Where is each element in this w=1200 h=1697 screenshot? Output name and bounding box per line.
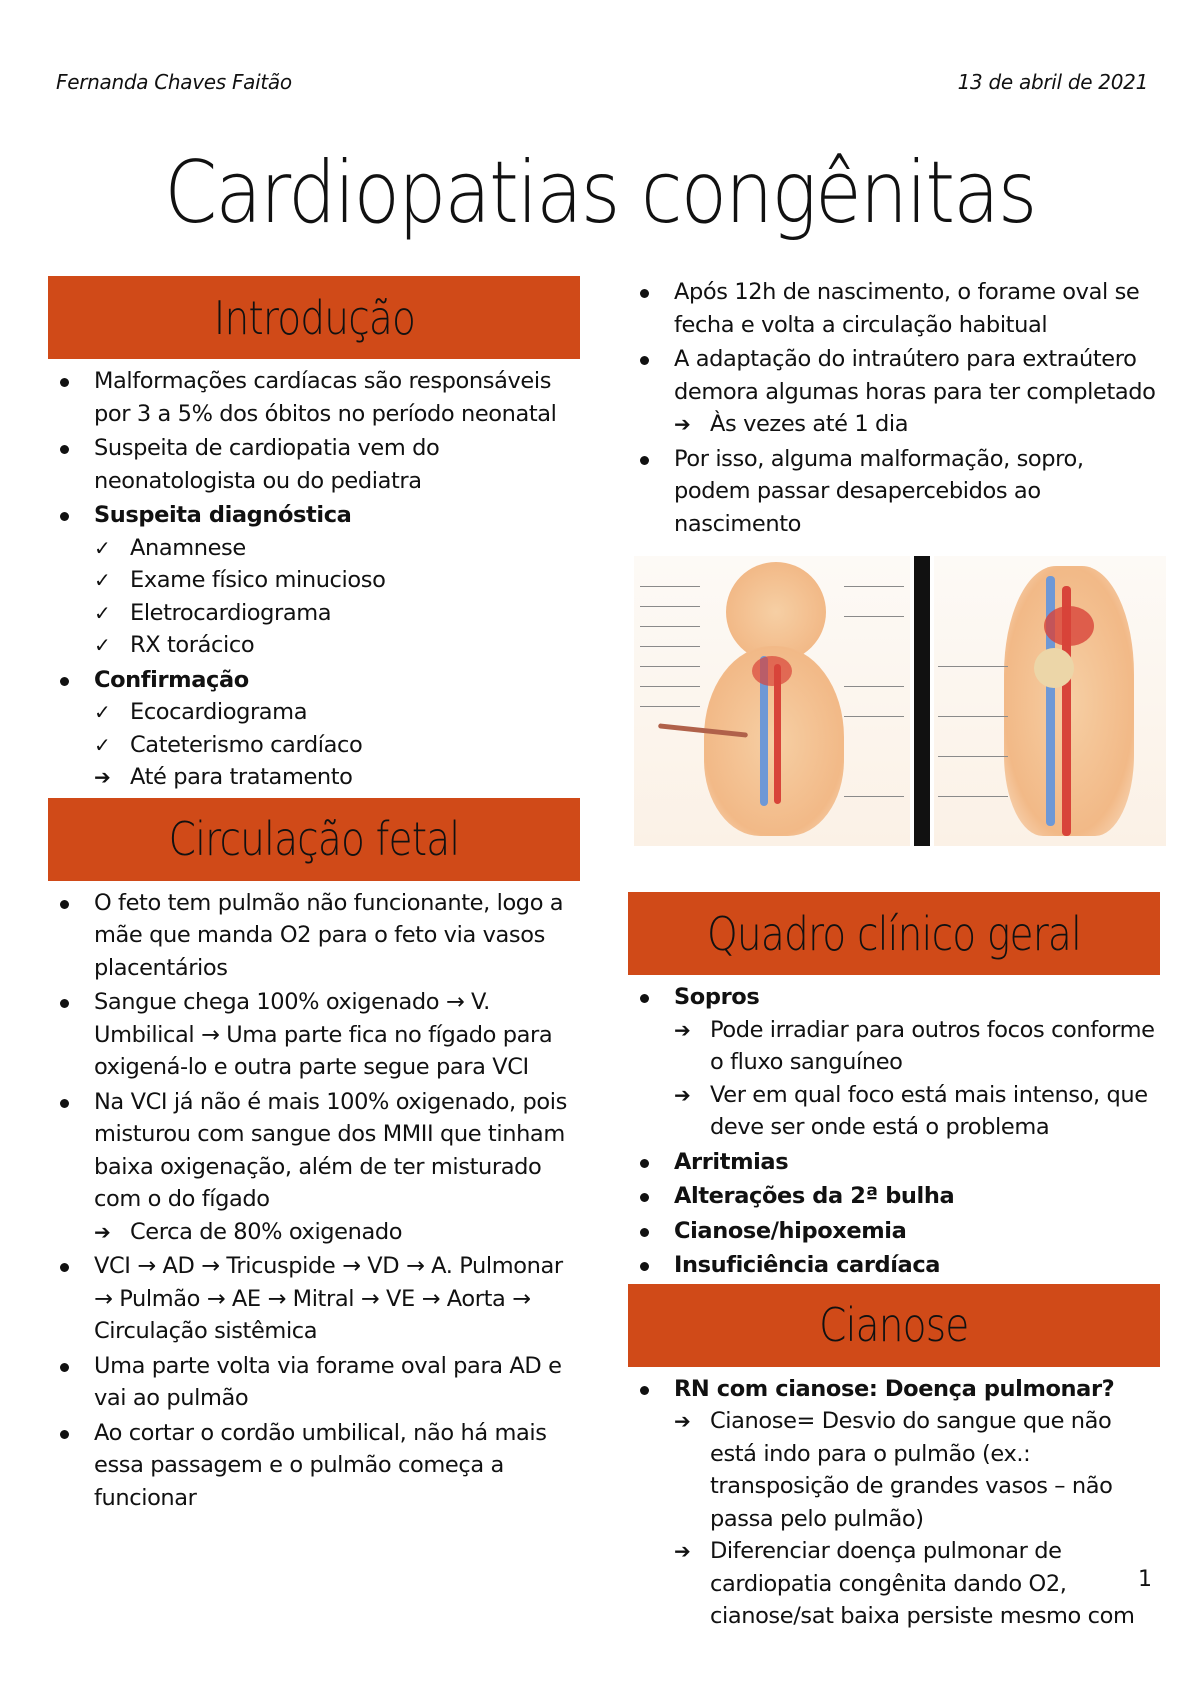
figure-divider <box>914 556 930 846</box>
page-header <box>56 70 1148 94</box>
list-item: Uma parte volta via forame oval para AD e vai ao pulmão <box>48 1350 580 1415</box>
list-item: Por isso, alguma malformação, sopro, podem passar desapercebidos ao nascimento <box>628 443 1160 541</box>
arrow-icon: ➔ <box>674 1017 691 1042</box>
list-item: VCI → AD → Tricuspide → VD → A. Pulmonar → Pulmão → AE → Mitral → VE → Aorta → Circulação sistêmica <box>48 1250 580 1348</box>
left-column <box>48 276 580 1516</box>
introducao-list <box>48 359 580 794</box>
sub-item: ✓ Anamnese <box>94 532 580 565</box>
list-item: A adaptação do intraútero para extraútero demora algumas horas para ter completado ➔ Às vezes até 1 dia <box>628 343 1160 441</box>
fetal-circulation-figure <box>634 556 1166 846</box>
arrow-icon: ➔ <box>674 1539 691 1563</box>
section-title: Introdução <box>213 290 415 345</box>
section-header-circulacao-fetal <box>48 798 580 881</box>
list-item: Cianose/hipoxemia <box>628 1215 1160 1248</box>
check-icon: ✓ <box>94 568 111 592</box>
section-header-introducao <box>48 276 580 359</box>
list-item: O feto tem pulmão não funcionante, logo a mãe que manda O2 para o feto via vasos placentários <box>48 887 580 985</box>
check-icon: ✓ <box>94 633 111 657</box>
circulacao-fetal-list <box>48 881 580 1515</box>
list-item: Alterações da 2ª bulha <box>628 1180 1160 1213</box>
arrow-icon: ➔ <box>674 1409 691 1433</box>
sub-item: ➔ Pode irradiar para outros focos conforme o fluxo sanguíneo <box>674 1014 1160 1079</box>
list-item: Na VCI já não é mais 100% oxigenado, pois misturou com sangue dos MMII que tinham baixa oxigenação, além de ter misturado com o do fígado ➔ Cerca de 80% oxigenado <box>48 1086 580 1249</box>
section-title: Circulação fetal <box>168 812 460 866</box>
sub-item: ✓ Cateterismo cardíaco <box>94 729 580 762</box>
document-title: Cardiopatias congênitas <box>164 143 1036 243</box>
list-item: Insuficiência cardíaca <box>628 1249 1160 1282</box>
section-title: Cianose <box>819 1298 969 1352</box>
arrow-icon: ➔ <box>674 1082 691 1107</box>
section-title: Quadro clínico geral <box>706 906 1082 961</box>
document-date: 13 de abril de 2021 <box>957 70 1148 94</box>
continuacao-list <box>628 276 1160 540</box>
list-item: Sopros ➔ Pode irradiar para outros focos conforme o fluxo sanguíneo ➔ Ver em qual foco está mais intenso, que deve ser onde está o problema <box>628 981 1160 1144</box>
fetal-illustration-panel <box>634 556 910 846</box>
arrow-icon: ➔ <box>674 412 691 436</box>
quadro-clinico-list <box>628 975 1160 1282</box>
sub-item: ➔ Às vezes até 1 dia <box>674 408 1160 441</box>
list-item: Arritmias <box>628 1146 1160 1179</box>
sub-item: ➔ Ver em qual foco está mais intenso, que deve ser onde está o problema <box>674 1079 1160 1144</box>
cianose-list <box>628 1367 1160 1633</box>
list-item: Ao cortar o cordão umbilical, não há mais essa passagem e o pulmão começa a funcionar <box>48 1417 580 1515</box>
check-icon: ✓ <box>94 700 111 724</box>
section-header-cianose <box>628 1284 1160 1367</box>
list-item: Suspeita de cardiopatia vem do neonatologista ou do pediatra <box>48 432 580 497</box>
check-icon: ✓ <box>94 535 111 560</box>
sub-item: ✓ Ecocardiograma <box>94 696 580 729</box>
right-column <box>628 276 1160 1635</box>
arrow-icon: ➔ <box>94 765 111 789</box>
list-item: Após 12h de nascimento, o forame oval se fecha e volta a circulação habitual <box>628 276 1160 341</box>
sub-item: ✓ Exame físico minucioso <box>94 564 580 597</box>
page-number: 1 <box>1138 1567 1152 1592</box>
postnatal-illustration-panel <box>934 556 1166 846</box>
list-item: RN com cianose: Doença pulmonar? ➔ Cianose= Desvio do sangue que não está indo para o pulmão (ex.: transposição de grandes vasos – não passa pelo pulmão) ➔ Diferenciar doença pulmonar de cardiopatia congênita dando O2, cianose/sat baixa persiste mesmo com <box>628 1373 1160 1633</box>
author-name: Fernanda Chaves Faitão <box>56 70 292 94</box>
sub-item: ➔ Até para tratamento <box>94 761 580 794</box>
check-icon: ✓ <box>94 732 111 757</box>
list-item: Sangue chega 100% oxigenado → V. Umbilical → Uma parte fica no fígado para oxigená-lo e outra parte segue para VCI <box>48 986 580 1084</box>
check-icon: ✓ <box>94 600 111 625</box>
sub-item: ✓ RX torácico <box>94 629 580 662</box>
list-item: Malformações cardíacas são responsáveis por 3 a 5% dos óbitos no período neonatal <box>48 365 580 430</box>
sub-item: ➔ Diferenciar doença pulmonar de cardiopatia congênita dando O2, cianose/sat baixa persiste mesmo com <box>674 1535 1160 1633</box>
arrow-icon: ➔ <box>94 1219 111 1244</box>
sub-item: ➔ Cerca de 80% oxigenado <box>94 1216 580 1249</box>
sub-item: ✓ Eletrocardiograma <box>94 597 580 630</box>
list-item: Confirmação ✓ Ecocardiograma ✓ Cateterismo cardíaco ➔ Até para tratamento <box>48 664 580 794</box>
list-item: Suspeita diagnóstica ✓ Anamnese ✓ Exame físico minucioso ✓ Eletrocardiograma ✓ RX torácico <box>48 499 580 662</box>
sub-item: ➔ Cianose= Desvio do sangue que não está indo para o pulmão (ex.: transposição de grandes vasos – não passa pelo pulmão) <box>674 1405 1160 1535</box>
section-header-quadro-clinico <box>628 892 1160 975</box>
